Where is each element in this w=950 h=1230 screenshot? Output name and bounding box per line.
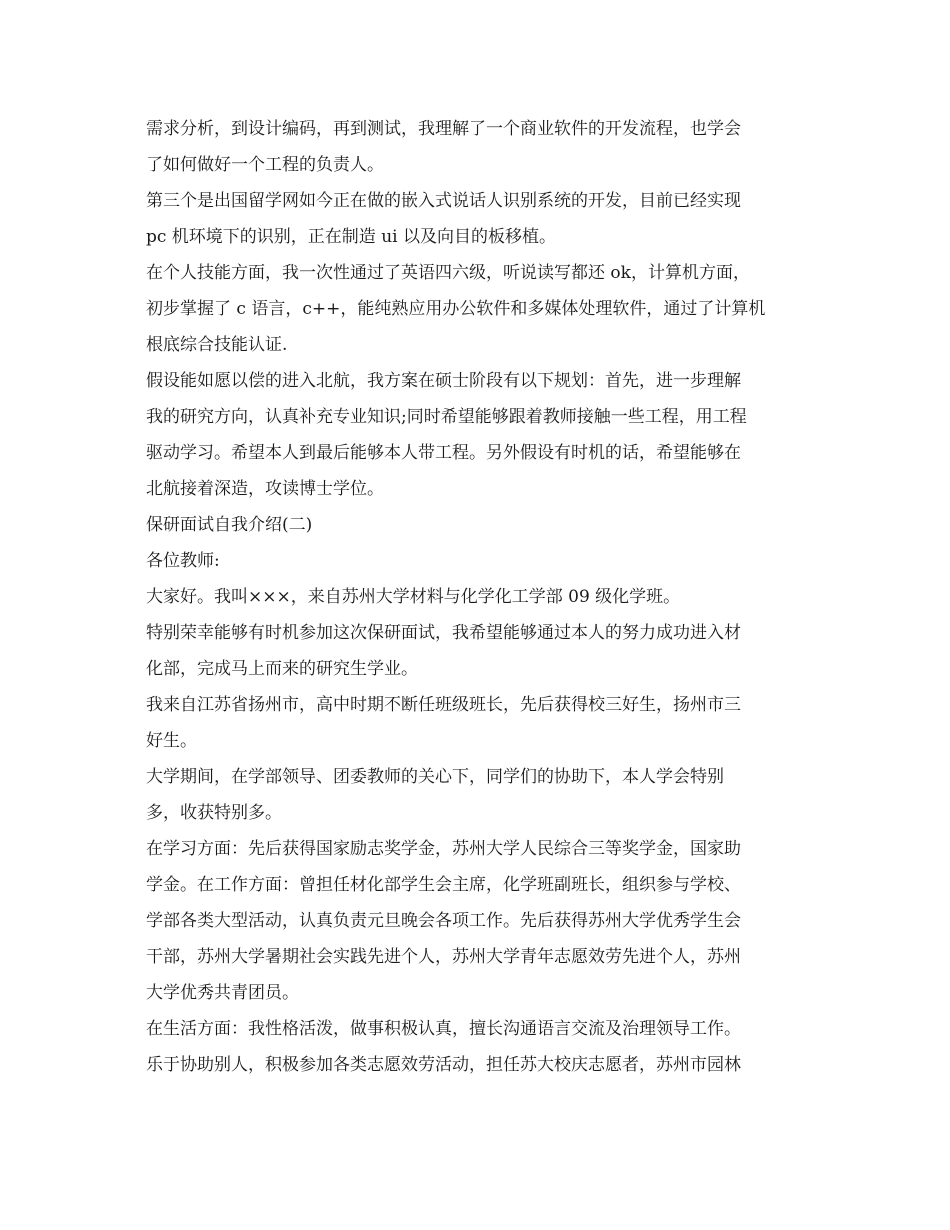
text-line: 在生活方面：我性格活泼，做事积极认真，擅长沟通语言交流及治理领导工作。 — [146, 1019, 741, 1039]
text-line: 驱动学习。希望本人到最后能够本人带工程。另外假设有时机的话，希望能够在 — [146, 443, 741, 463]
paragraph-honor — [146, 615, 811, 687]
document-page — [146, 111, 811, 1083]
text-line: 大学优秀共青团员。 — [146, 983, 299, 1003]
paragraph-study-work — [146, 831, 811, 1011]
text-line: 学金。在工作方面：曾担任材化部学生会主席，化学班副班长，组织参与学校、 — [146, 875, 741, 895]
text-line: 大学期间，在学部领导、团委教师的关心下，同学们的协助下，本人学会特别 — [146, 767, 724, 787]
text-line: 初步掌握了 c 语言，c++，能纯熟应用办公软件和多媒体处理软件，通过了计算机 — [146, 299, 766, 319]
text-line: 多，收获特别多。 — [146, 803, 282, 823]
text-line: 我的研究方向，认真补充专业知识;同时希望能够跟着教师接触一些工程，用工程 — [146, 407, 747, 427]
paragraph-skills — [146, 255, 811, 363]
text-line: 在个人技能方面，我一次性通过了英语四六级，听说读写都还 ok，计算机方面， — [146, 263, 750, 283]
heading-text: 保研面试自我介绍(二) — [146, 515, 313, 535]
paragraph-greeting — [146, 579, 811, 615]
paragraph-life — [146, 1011, 811, 1083]
paragraph-plans — [146, 363, 811, 507]
text-line: 在学习方面：先后获得国家励志奖学金，苏州大学人民综合三等奖学金，国家助 — [146, 839, 741, 859]
salutation — [146, 543, 811, 579]
text-line: 需求分析，到设计编码，再到测试，我理解了一个商业软件的开发流程，也学会 — [146, 119, 741, 139]
text-line: 假设能如愿以偿的进入北航，我方案在硕士阶段有以下规划：首先，进一步理解 — [146, 371, 741, 391]
text-line: 特别荣幸能够有时机参加这次保研面试，我希望能够通过本人的努力成功进入材 — [146, 623, 741, 643]
text-line: 第三个是出国留学网如今正在做的嵌入式说话人识别系统的开发，目前已经实现 — [146, 191, 741, 211]
text-line: 好生。 — [146, 731, 197, 751]
text-line: 根底综合技能认证. — [146, 335, 288, 355]
text-line: 学部各类大型活动，认真负责元旦晚会各项工作。先后获得苏州大学优秀学生会 — [146, 911, 741, 931]
text-line: 大家好。我叫×××，来自苏州大学材料与化学化工学部 09 级化学班。 — [146, 587, 681, 607]
section-heading — [146, 507, 811, 543]
salutation-text: 各位教师: — [146, 551, 220, 571]
text-line: 了如何做好一个工程的负责人。 — [146, 155, 384, 175]
text-line: 我来自江苏省扬州市，高中时期不断任班级班长，先后获得校三好生，扬州市三 — [146, 695, 741, 715]
text-line: pc 机环境下的识别，正在制造 ui 以及向目的板移植。 — [146, 227, 556, 247]
paragraph-university — [146, 759, 811, 831]
text-line: 干部，苏州大学暑期社会实践先进个人，苏州大学青年志愿效劳先进个人，苏州 — [146, 947, 741, 967]
paragraph-hometown — [146, 687, 811, 759]
text-line: 乐于协助别人，积极参加各类志愿效劳活动，担任苏大校庆志愿者，苏州市园林 — [146, 1055, 741, 1075]
paragraph-dev-process — [146, 111, 811, 183]
text-line: 化部，完成马上而来的研究生学业。 — [146, 659, 418, 679]
paragraph-speaker-recognition — [146, 183, 811, 255]
text-line: 北航接着深造，攻读博士学位。 — [146, 479, 384, 499]
